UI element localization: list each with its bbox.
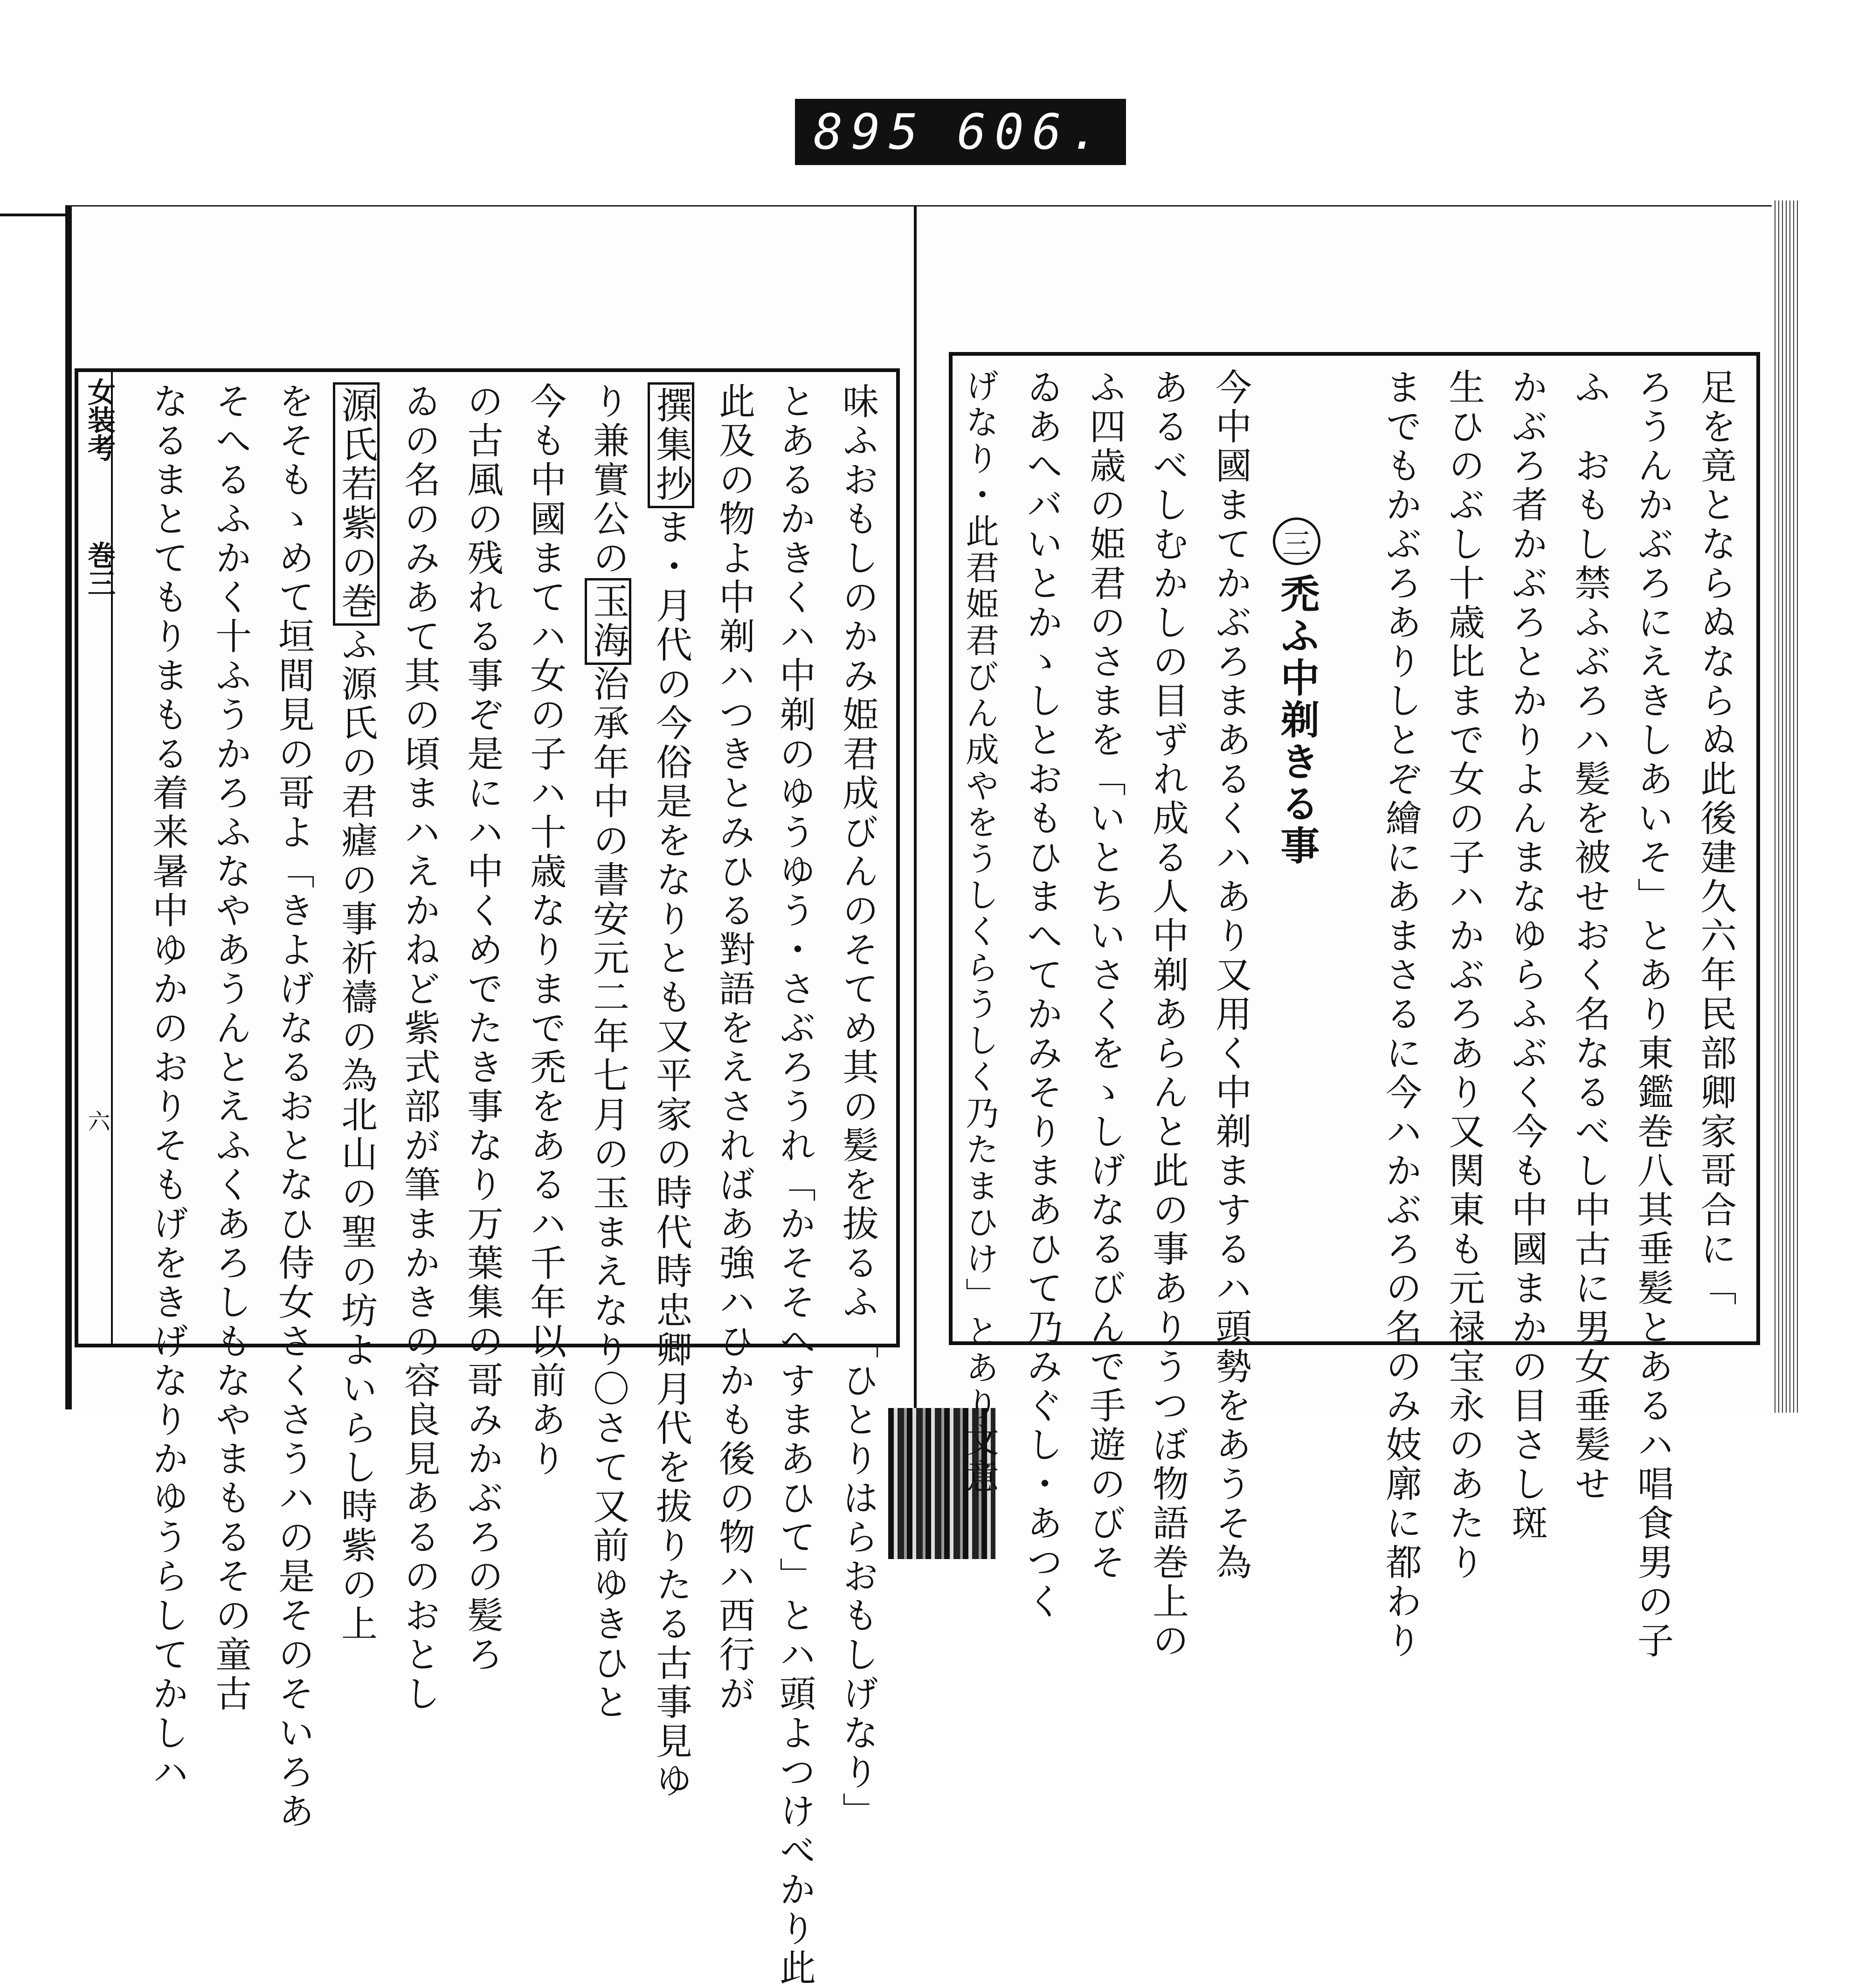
right-column-11: ゐあへバいとかゝしとおもひまへてかみそりまあひて乃みぐし・あつく bbox=[1021, 368, 1063, 1622]
left-column-6: 今も中國まてハ女の子ハ十歳なりまで禿をあるハ千年以前あり bbox=[524, 382, 566, 1479]
right-column-5: 生ひのぶし十歳比まで女の子ハかぶろあり又関東も元禄宝永のあたり bbox=[1443, 368, 1485, 1582]
catalog-number-right: 606. bbox=[957, 104, 1107, 160]
right-column-8: 今中國まてかぶろまあるくハあり又用く中剃まするハ頭勢をあうそ為 bbox=[1209, 368, 1251, 1582]
left-column-3: 此及の物よ中剃ハつきとみひる對語をえさればあ強ハひかも後の物ハ西行が bbox=[713, 382, 755, 1714]
left-column-4: 撰集抄ま・月代の今俗是をなりとも又平家の時代時忠卿月代を拔りたる古事見ゆ bbox=[653, 382, 689, 1801]
right-column-2: ろうんかぶろにえきしあいそ」とあり東鑑巻八其垂髪とあるハ唱食男の子 bbox=[1631, 368, 1673, 1661]
left-column-7: の古風の残れる事ぞ是にハ中くめでたき事なり万葉集の哥みかぶろの髪ろ bbox=[461, 382, 503, 1675]
right-column-3: ふ おもし禁ふぶろハ髪を被せおく名なるべし中古に男女垂髪せ bbox=[1568, 368, 1610, 1504]
section-number-circle: 三 bbox=[1273, 518, 1320, 565]
catalog-number-left: 895 bbox=[814, 104, 926, 160]
boxed-term: 源氏若紫の巻 bbox=[333, 382, 380, 626]
left-column-9: 源氏若紫の巻ふ源氏の君瘧の事祈禱の為北山の聖の坊よいらし時紫の上 bbox=[338, 382, 374, 1644]
page-edges bbox=[1772, 200, 1800, 1413]
right-column-10: ふ四歳の姫君のさまを「いとちいさくをゝしげなるびんで手遊のびそ bbox=[1084, 368, 1126, 1582]
margin-column bbox=[75, 368, 116, 1347]
boxed-term: 玉海 bbox=[585, 578, 631, 665]
right-column-4: かぶろ者かぶろとかりよんまなゆらふぶく今も中國まかの目さし斑 bbox=[1506, 368, 1547, 1543]
volume-label: 巻三 bbox=[83, 541, 116, 597]
page-number: 六 bbox=[84, 1110, 110, 1132]
left-column-5: り兼實公の玉海治承年中の書安元二年七月の玉まえなり〇さて又前ゆきひと bbox=[590, 382, 626, 1722]
right-column-1: 足を竟とならぬならぬ此後建久六年民部卿家哥合に「 bbox=[1694, 368, 1736, 1308]
left-column-10: をそもゝめて垣間見の哥よ「きよげなるおとなひ侍女さくさうハの是そのそいろあ bbox=[272, 382, 314, 1831]
book-title: 女装考 bbox=[83, 378, 116, 462]
section-heading: 禿ふ中剃きる事 bbox=[1274, 573, 1320, 867]
catalog-number-tag bbox=[795, 99, 1126, 165]
left-column-11: そへるふかく十ふうかろふなやあうんとえふくあろしもなやまもるその童古 bbox=[209, 382, 251, 1714]
boxed-term: 撰集抄 bbox=[648, 382, 694, 508]
right-column-12: げなり・此君姫君びん成やをうしくらうしく乃たまひけ」とあり文意 bbox=[960, 368, 999, 1496]
scan-edge-line bbox=[0, 214, 70, 216]
left-column-8: ゐの名のみあて其の頃まハえかねど紫式部が筆まかきの容良見あるのおとし bbox=[398, 382, 440, 1714]
left-column-12: なるまとてもりまもる着来暑中ゆかのおりそもげをきげなりかゆうらしてかしハ bbox=[146, 382, 188, 1792]
left-column-2: とあるかきくハ中剃のゆうゆう・さぶろうれ「かそそへすまあひて」とハ頭よつけべかり此 bbox=[774, 382, 815, 1988]
right-column-6: までもかぶろありしとぞ繪にあまさるに今ハかぶろの名のみ妓廓に都わり bbox=[1380, 368, 1422, 1661]
left-column-1: 味ふおもしのかみ姫君成びんのそてめ其の髪を拔るふ「ひとりはらおもしげなり」 bbox=[836, 382, 878, 1831]
right-column-9: あるべしむかしの目ずれ成る人中剃あらんと此の事ありうつぼ物語巻上の bbox=[1147, 368, 1188, 1661]
